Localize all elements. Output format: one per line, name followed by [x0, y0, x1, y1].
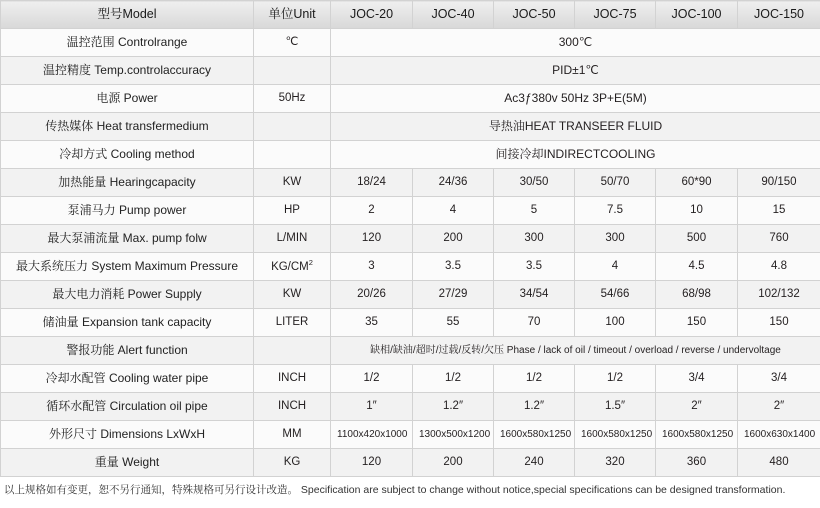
row-label: 温控精度 Temp.controlaccuracy — [1, 57, 254, 85]
column-header-joc-100: JOC-100 — [656, 1, 738, 29]
row-merged-value: 间接冷却INDIRECTCOOLING — [331, 141, 820, 169]
row-value: 1600x630x1400 — [738, 421, 820, 449]
row-value: 1.2″ — [413, 393, 494, 421]
row-value: 20/26 — [331, 281, 413, 309]
row-unit — [254, 253, 331, 281]
row-label: 泵浦马力 Pump power — [1, 197, 254, 225]
row-value: 120 — [331, 449, 413, 477]
row-value: 3 — [331, 253, 413, 281]
table-row — [1, 225, 820, 253]
row-value: 1/2 — [494, 365, 575, 393]
row-value: 300 — [494, 225, 575, 253]
row-value: 1600x580x1250 — [494, 421, 575, 449]
row-unit: INCH — [254, 365, 331, 393]
column-header-joc-40: JOC-40 — [413, 1, 494, 29]
row-label: 最大系统压力 System Maximum Pressure — [1, 253, 254, 281]
row-value: 2″ — [656, 393, 738, 421]
footnote: 以上规格如有变更，恕不另行通知，特殊规格可另行设计改造。 Specification are subject to change without notice,special specifications can be designed transformation. — [4, 484, 786, 496]
row-value: 3.5 — [413, 253, 494, 281]
row-value: 150 — [656, 309, 738, 337]
row-label: 冷却方式 Cooling method — [1, 141, 254, 169]
table-row — [1, 197, 820, 225]
row-value: 2 — [331, 197, 413, 225]
row-value: 120 — [331, 225, 413, 253]
row-value: 3/4 — [738, 365, 820, 393]
row-value: 4.5 — [656, 253, 738, 281]
row-value: 200 — [413, 225, 494, 253]
row-value: 35 — [331, 309, 413, 337]
row-value: 2″ — [738, 393, 820, 421]
row-value: 1/2 — [331, 365, 413, 393]
row-value: 90/150 — [738, 169, 820, 197]
table-row — [1, 421, 820, 449]
row-unit: LITER — [254, 309, 331, 337]
row-value: 70 — [494, 309, 575, 337]
row-unit — [254, 113, 331, 141]
row-value: 1300x500x1200 — [413, 421, 494, 449]
row-unit: KW — [254, 281, 331, 309]
table-row — [1, 281, 820, 309]
row-value: 15 — [738, 197, 820, 225]
row-label: 冷却水配管 Cooling water pipe — [1, 365, 254, 393]
row-value: 30/50 — [494, 169, 575, 197]
row-unit: KG — [254, 449, 331, 477]
row-label: 电源 Power — [1, 85, 254, 113]
row-merged-value: PID±1℃ — [331, 57, 820, 85]
table-row — [1, 85, 820, 113]
row-unit — [254, 57, 331, 85]
row-value: 200 — [413, 449, 494, 477]
row-merged-value: 300℃ — [331, 29, 820, 57]
row-value: 1.2″ — [494, 393, 575, 421]
row-value: 150 — [738, 309, 820, 337]
row-value: 480 — [738, 449, 820, 477]
row-unit — [254, 337, 331, 365]
row-value: 60*90 — [656, 169, 738, 197]
row-value: 4 — [413, 197, 494, 225]
row-unit: L/MIN — [254, 225, 331, 253]
table-body — [1, 29, 820, 477]
row-label: 加热能量 Hearingcapacity — [1, 169, 254, 197]
row-label: 警报功能 Alert function — [1, 337, 254, 365]
table-row — [1, 141, 820, 169]
row-unit — [254, 141, 331, 169]
row-value: 4 — [575, 253, 656, 281]
row-value: 4.8 — [738, 253, 820, 281]
table-row — [1, 253, 820, 281]
row-value: 50/70 — [575, 169, 656, 197]
table-row — [1, 57, 820, 85]
row-value: 760 — [738, 225, 820, 253]
table-row — [1, 309, 820, 337]
row-unit: INCH — [254, 393, 331, 421]
row-label: 最大泵浦流量 Max. pump folw — [1, 225, 254, 253]
row-value: 55 — [413, 309, 494, 337]
column-header-joc-75: JOC-75 — [575, 1, 656, 29]
row-value: 1/2 — [413, 365, 494, 393]
row-value: 1600x580x1250 — [656, 421, 738, 449]
row-value: 1″ — [331, 393, 413, 421]
row-value: 1/2 — [575, 365, 656, 393]
unit-base: KG/CM — [271, 261, 309, 274]
row-unit: HP — [254, 197, 331, 225]
unit-exponent: 2 — [308, 258, 313, 268]
row-label: 储油量 Expansion tank capacity — [1, 309, 254, 337]
row-value: 10 — [656, 197, 738, 225]
row-value: 100 — [575, 309, 656, 337]
row-merged-value: 缺相/缺油/超时/过载/反转/欠压 Phase / lack of oil / timeout / overload / reverse / undervoltage — [331, 337, 820, 365]
row-value: 3/4 — [656, 365, 738, 393]
row-value: 34/54 — [494, 281, 575, 309]
row-value: 1.5″ — [575, 393, 656, 421]
table-row — [1, 29, 820, 57]
row-value: 1600x580x1250 — [575, 421, 656, 449]
row-unit: KW — [254, 169, 331, 197]
row-value: 5 — [494, 197, 575, 225]
column-header-joc-20: JOC-20 — [331, 1, 413, 29]
row-value: 240 — [494, 449, 575, 477]
row-label: 最大电力消耗 Power Supply — [1, 281, 254, 309]
table-row — [1, 393, 820, 421]
table-row — [1, 113, 820, 141]
column-header-joc-50: JOC-50 — [494, 1, 575, 29]
row-label: 循环水配管 Circulation oil pipe — [1, 393, 254, 421]
row-label: 外形尺寸 Dimensions LxWxH — [1, 421, 254, 449]
row-merged-value: 导热油HEAT TRANSEER FLUID — [331, 113, 820, 141]
header-row — [1, 1, 820, 29]
row-label: 传热媒体 Heat transfermedium — [1, 113, 254, 141]
row-value: 102/132 — [738, 281, 820, 309]
column-header-model: 型号Model — [1, 1, 254, 29]
column-header-joc-150: JOC-150 — [738, 1, 820, 29]
row-merged-value: Ac3ƒ380v 50Hz 3P+E(5M) — [331, 85, 820, 113]
table-row — [1, 169, 820, 197]
column-header-unit: 单位Unit — [254, 1, 331, 29]
row-unit: 50Hz — [254, 85, 331, 113]
row-label: 重量 Weight — [1, 449, 254, 477]
row-value: 27/29 — [413, 281, 494, 309]
row-unit: MM — [254, 421, 331, 449]
row-value: 300 — [575, 225, 656, 253]
table-row — [1, 365, 820, 393]
row-label: 温控范围 Controlrange — [1, 29, 254, 57]
row-value: 3.5 — [494, 253, 575, 281]
row-value: 1100x420x1000 — [331, 421, 413, 449]
row-value: 7.5 — [575, 197, 656, 225]
row-value: 18/24 — [331, 169, 413, 197]
row-unit: ℃ — [254, 29, 331, 57]
table-header — [1, 1, 820, 29]
row-value: 68/98 — [656, 281, 738, 309]
row-value: 360 — [656, 449, 738, 477]
row-value: 54/66 — [575, 281, 656, 309]
table-row — [1, 449, 820, 477]
row-value: 24/36 — [413, 169, 494, 197]
table-row — [1, 337, 820, 365]
row-value: 320 — [575, 449, 656, 477]
row-value: 500 — [656, 225, 738, 253]
